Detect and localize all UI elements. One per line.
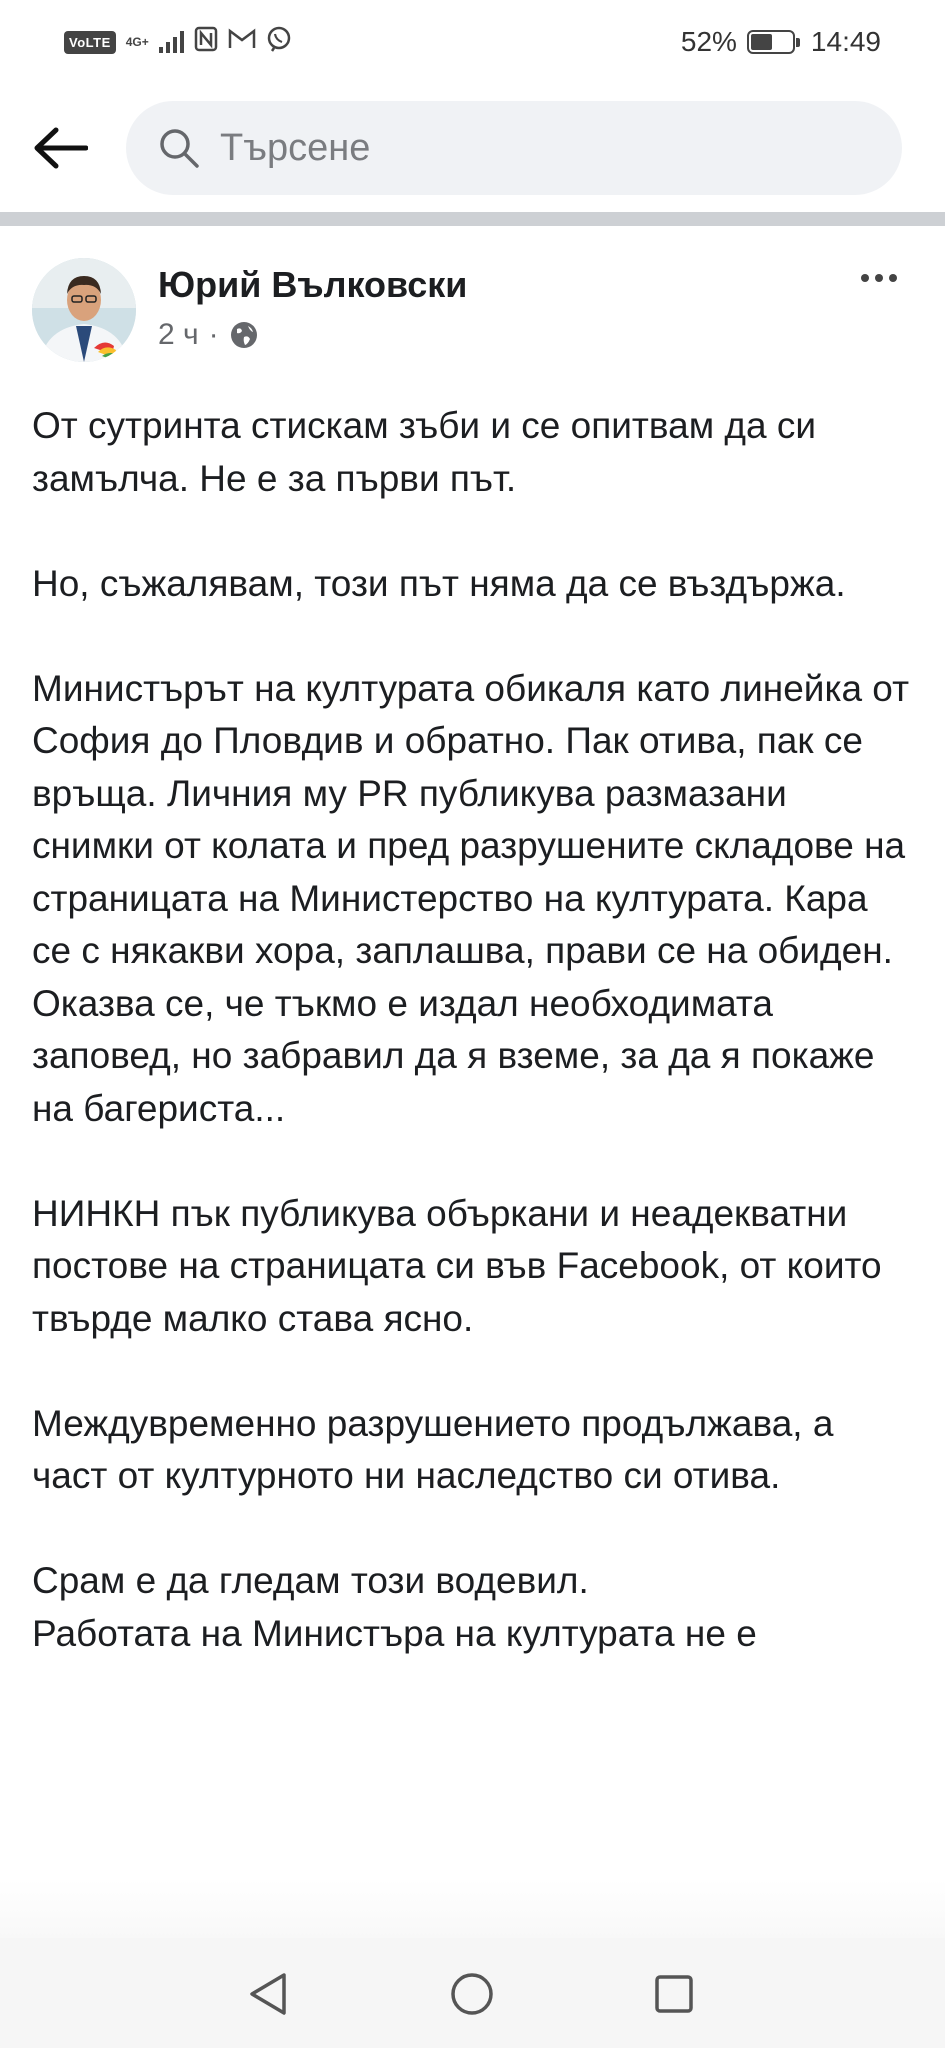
gmail-icon xyxy=(228,28,256,57)
network-type: 4G+ xyxy=(125,35,149,49)
section-divider xyxy=(0,212,945,226)
volte-badge: VoLTE xyxy=(64,31,116,54)
status-bar xyxy=(0,0,945,84)
globe-icon xyxy=(229,320,259,350)
content-fade xyxy=(0,1880,945,1940)
search-header xyxy=(0,98,945,198)
more-dot-icon xyxy=(889,274,897,282)
clock: 14:49 xyxy=(810,26,881,57)
back-triangle-icon xyxy=(246,1970,290,2018)
more-dot-icon xyxy=(875,274,883,282)
home-circle-icon xyxy=(448,1970,496,2018)
search-input[interactable] xyxy=(218,126,822,171)
status-right xyxy=(681,26,881,58)
post-paragraph: Срам е да гледам този водевил. Работата на Министъра на културата не е xyxy=(32,1560,757,1654)
avatar-image xyxy=(32,258,136,362)
status-left xyxy=(64,26,292,59)
battery-percent: 52% xyxy=(680,26,737,57)
post-time[interactable]: 2 ч xyxy=(158,318,199,351)
post-body xyxy=(32,400,912,1713)
signal-icon xyxy=(159,31,184,53)
arrow-left-icon xyxy=(32,126,88,170)
battery-fill xyxy=(751,34,772,50)
more-dot-icon xyxy=(861,274,869,282)
nav-back-button[interactable] xyxy=(240,1966,296,2022)
back-button[interactable] xyxy=(30,120,90,176)
post-meta xyxy=(158,318,259,352)
nav-recents-button[interactable] xyxy=(646,1966,702,2022)
post-paragraph: Но, съжалявам, този път няма да се въздържа. xyxy=(32,562,846,604)
meta-separator: · xyxy=(208,318,219,351)
nfc-icon xyxy=(194,26,218,59)
viber-icon xyxy=(266,26,292,59)
post-header xyxy=(32,256,921,366)
more-options-button[interactable] xyxy=(849,256,909,300)
recents-square-icon xyxy=(652,1972,696,2016)
system-nav-bar xyxy=(0,1938,945,2048)
post-paragraph: Междувременно разрушението продължава, а част от културното ни наследство си отива. xyxy=(32,1402,834,1496)
search-icon xyxy=(156,125,202,171)
post-paragraph: От сутринта стискам зъби и се опитвам да си замълча. Не е за първи път. xyxy=(32,405,817,499)
author-name[interactable]: Юрий Вълковски xyxy=(158,264,468,305)
avatar[interactable] xyxy=(32,258,136,362)
nav-home-button[interactable] xyxy=(444,1966,500,2022)
search-box[interactable] xyxy=(126,101,902,195)
post-paragraph: Министърът на културата обикаля като линейка от София до Пловдив и обратно. Пак отива, пак се връща. Личния му PR публикува размазани снимки от колата и пред разрушените складове на страницата на Министерство на културата. Кара се с някакви хора, заплашва, прави се на обиден. Оказва се, че тъкмо е издал необходимата заповед, но забравил да я вземе, за да я покаже на багериста... xyxy=(32,667,910,1129)
battery-icon xyxy=(747,30,795,54)
post-paragraph: НИНКН пък публикува объркани и неадекватни постове на страницата си във Facebook, от които твърде малко става ясно. xyxy=(32,1192,882,1339)
